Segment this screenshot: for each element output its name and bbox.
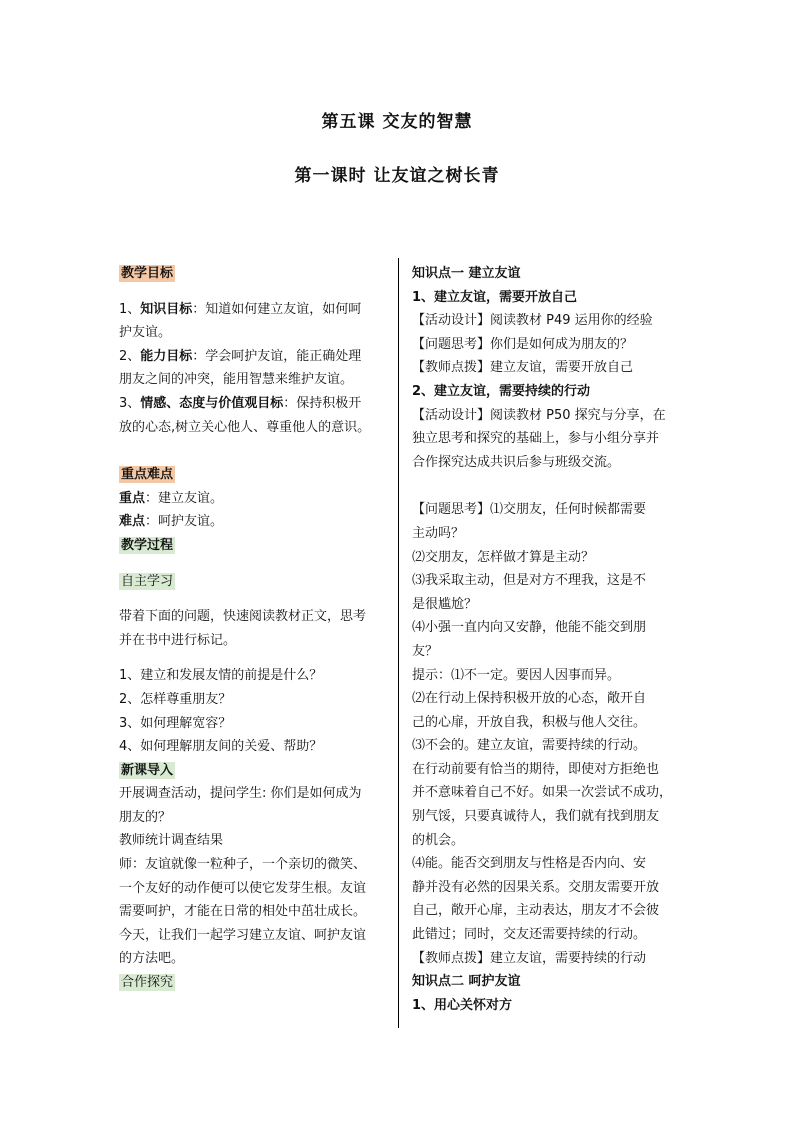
- difficult-point: 难点：呵护友谊。: [119, 514, 224, 530]
- section-heading: 2、建立友谊，需要持续的行动: [412, 383, 591, 399]
- cooperation-heading: 合作探究: [121, 975, 174, 991]
- objective-2: 2、能力目标：学会呵护友谊，能正确处理: [119, 348, 362, 364]
- self-study-heading: 自主学习: [121, 573, 174, 589]
- process-heading: 教学过程: [121, 537, 174, 553]
- page-subtitle: 第一课时 让友谊之树长青: [294, 166, 500, 186]
- section-heading: 1、用心关怀对方: [412, 997, 513, 1013]
- objective-3: 3、情感、态度与价值观目标：保持积极开: [119, 395, 362, 411]
- question-item: 4、如何理解朋友间的关爱、帮助？: [119, 739, 323, 755]
- column-divider: [398, 258, 399, 1028]
- left-column: 教学目标 1、知识目标：知道如何建立友谊，如何呵 护友谊。 2、能力目标：学会呵护友谊，能正确处理 朋友之间的冲突，能用智慧来维护友谊。 3、情感、态度与价值观目标：保持积极开 放的心态,树立关心他人、尊重他人的意识。 重点难点 重点：建立友谊。 难点：呵护友谊。 教学过程 自主学习 带着下面的问题，快速阅读教材正文，思考 并在书中进行标记。 1、建立和发展友情的前提是什么？ 2、怎样尊重朋友？ 3、如何理解宽容？ 4、如何理解朋友间的关爱、帮助？ 新课导入 开展调查活动，提问学生: 你们是如何成为 朋友的？ 教师统计调查结果 师：友谊就像一粒种子，一个亲切的微笑、 一个友好的动作便可以使它发芽生根。友谊 需要呵护，才能在日常的相处中茁壮成长。 今天，让我们一起学习建立友谊、呵护友谊 的方法吧。 合作探究: [119, 262, 395, 995]
- knowledge-point-2: 知识点二 呵护友谊: [412, 974, 521, 990]
- question-item: 3、如何理解宽容？: [119, 715, 232, 731]
- question-item: 2、怎样尊重朋友？: [119, 691, 232, 707]
- section-heading: 1、建立友谊，需要开放自己: [412, 289, 578, 305]
- key-point: 重点：建立友谊。: [119, 490, 224, 506]
- objective-1: 1、知识目标：知道如何建立友谊，如何呵: [119, 301, 362, 317]
- question-item: 1、建立和发展友情的前提是什么？: [119, 668, 323, 684]
- new-lesson-heading: 新课导入: [121, 762, 174, 778]
- objectives-heading: 教学目标: [121, 266, 174, 281]
- page-title: 第五课 交友的智慧: [321, 112, 473, 132]
- knowledge-point-1: 知识点一 建立友谊: [412, 266, 521, 281]
- right-column: 知识点一 建立友谊 1、建立友谊，需要开放自己 【活动设计】阅读教材 P49 运用你的经验 【问题思考】你们是如何成为朋友的？ 【教师点拨】建立友谊，需要开放自己 2、建立友谊，需要持续的行动 【活动设计】阅读教材 P50 探究与分享，在 独立思考和探究的基础上，参与小组分享并 合作探究达成共识后参与班级交流。 【问题思考】⑴交朋友，任何时候都需要 主动吗？ ⑵交朋友，怎样做才算是主动？ ⑶我采取主动，但是对方不理我，这是不 是很尴尬？ ⑷小强一直内向又安静，他能不能交到朋 友？ 提示：⑴不一定。要因人因事而异。 ⑵在行动上保持积极开放的心态，敞开自 己的心扉，开放自我，积极与他人交往。 ⑶不会的。建立友谊，需要持续的行动。 在行动前要有恰当的期待，即使对方拒绝也 并不意味着自己不好。如果一次尝试不成功， 别气馁，只要真诚待人，我们就有找到朋友 的机会。 ⑷能。能否交到朋友与性格是否内向、安 静并没有必然的因果关系。交朋友需要开放 自己，敞开心扉，主动表达，朋友才不会彼 此错过；同时，交友还需要持续的行动。 【教师点拨】建立友谊，需要持续的行动 知识点二 呵护友谊 1、用心关怀对方: [412, 262, 684, 1017]
- key-difficulty-heading: 重点难点: [121, 467, 174, 483]
